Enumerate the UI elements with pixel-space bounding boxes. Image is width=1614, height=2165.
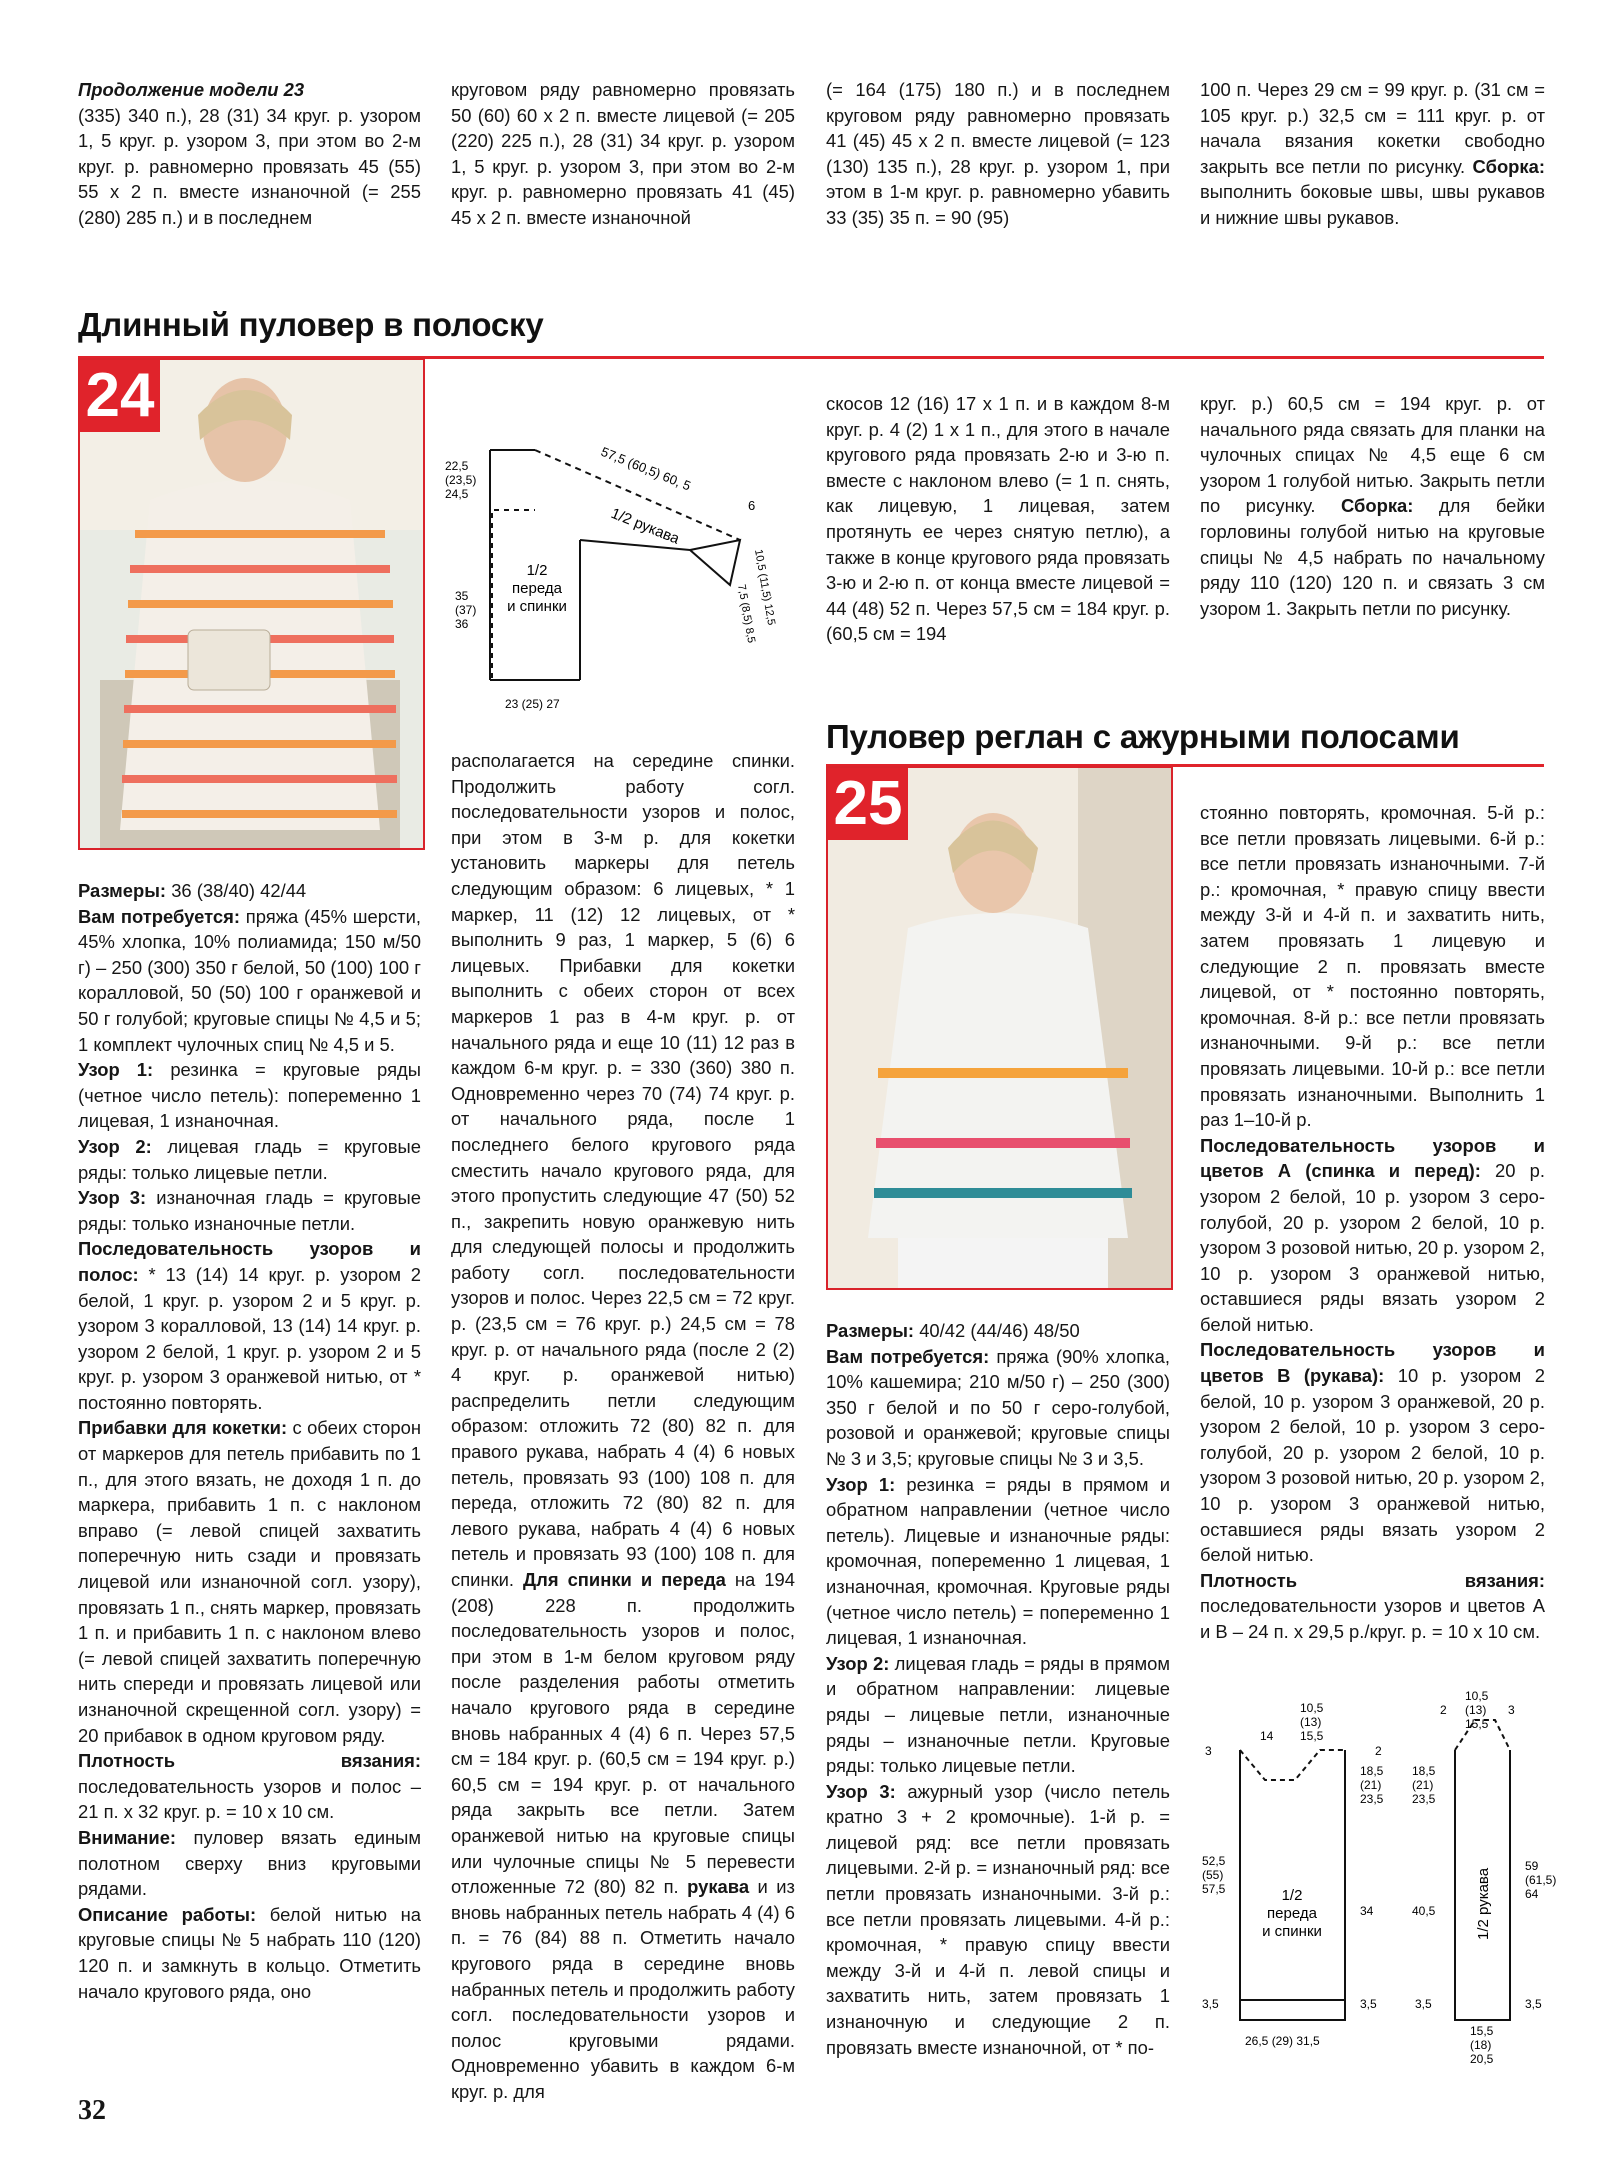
model25-col-2 (1200, 800, 1545, 1645)
m24-item-1 (78, 904, 421, 1058)
m24-col3-text: скосов 12 (16) 17 х 1 п. и в каждом 8-м круг. р. 4 (2) 1 х 1 п., для этого в начале кругового ряда провязать 2-ю и 3-ю п. вместе с наклоном влево (= 1 п. снять, как лицевую, 1 лицевая, затем протянуть ее через снятую петлю), а также в конце кругового ряда провязать 3-ю и 2-ю п. от конца вместе лицевой = 44 (48) 52 п. Через 57,5 см = 184 круг. р. (60,5 см = 194 (826, 393, 1170, 645)
model24-photo (78, 358, 425, 850)
m25-s-405: 40,5 (1412, 1904, 1436, 1918)
m24-label-pattern1: Узор 1: (78, 1059, 154, 1081)
m24-label-pattern2: Узор 2: (78, 1135, 152, 1157)
m24-label-sizes: Размеры: (78, 880, 167, 901)
m25-d-34: 34 (1360, 1904, 1374, 1918)
m24-col2-text3: и из вновь набранных петель набрать 4 (4) 6 п. = 76 (84) 88 п. Отметить начало кругового ряда в середине вновь набранных петель и продолжить работу согл. последовательности узоров и полос круговыми рядами. Одновременно убавить в каждом 6-м круг. р. для (451, 1876, 795, 2102)
m24-col4-assembly-label: Сборка: (1340, 495, 1414, 517)
m25-label-sizes: Размеры: (826, 1320, 915, 1341)
m25-col2-text1: стоянно повторять, кромочная. 5-й р.: все петли провязать лицевыми. 6-й р.: все петли провязать изнаночными. 7-й р.: кромочная, * правую спицу ввести между 3-й и 4-й п. и захватить нить, затем провязать 1 лицевую и следующие 2 п. провязать вместе лицевой, от * постоянно повторять, кромочная. 8-й р.: все петли провязать изнаночными. 9-й р.: все петли провязать лицевыми. 10-й р.: все петли провязать изнаночными. Выполнить 1 раз 1–10-й р. (1200, 802, 1545, 1131)
model24-col-3 (826, 391, 1170, 647)
m25-item-0 (826, 1318, 1170, 1344)
m24-label-gauge: Плотность вязания: (78, 1750, 421, 1772)
m25-text-pattern1: резинка = ряды в прямом и обратном направлении (четное число петель). Лицевые и изнаночные ряды: кромочная, попеременно 1 лицевая, 1 изнаночная, кромочная. Круговые ряды (четное число петель) = попеременно 1 лицевая, 1 изнаночная. (826, 1473, 1170, 1649)
m24-text-gauge: последовательность узоров и полос – 21 п. х 32 круг. р. = 10 х 10 см. (78, 1775, 421, 1823)
m25-text-seq-a: 20 р. узором 2 белой, 10 р. узором 3 серо-голубой, 20 р. узором 2 белой, 10 р. узором 3 розовой нитью, 20 р. узором 2, 10 р. узором 3 оранжевой нитью, оставшиеся ряды вязать узором 2 белой нитью. (1200, 1160, 1545, 1335)
m24-item-2 (78, 1057, 421, 1134)
m24-text-description: белой нитью на круговые спицы № 5 набрать 110 (120) 120 п. и замкнуть в кольцо. Отметить начало кругового ряда, оно (78, 1903, 421, 2002)
m25-text-sizes: 40/42 (44/46) 48/50 (919, 1320, 1080, 1341)
m24-dim-left-top: 22,5 (23,5) 24,5 (445, 459, 477, 501)
m25-body-label: 1/2 переда и спинки (1262, 1887, 1322, 1940)
m24-sleeve-label: 1/2 рукава (608, 504, 682, 548)
m25-d-35a: 3,5 (1202, 1997, 1219, 2011)
model24-col-1 (78, 878, 421, 2004)
m24-label-pattern3: Узор 3: (78, 1187, 147, 1209)
m24-text-materials: пряжа (45% шерсти, 45% хлопка, 10% полиамида; 150 м/50 г) – 250 (300) 350 г белой, 50 (100) 100 г коралловой, 50 (50) 100 г оранжевой и 50 г голубой; круговые спицы № 4,5 и 5; 1 комплект чулочных спиц № 4,5 и 5. (78, 905, 421, 1055)
m24-text-increases: с обеих сторон от маркеров для петель прибавить по 1 п., для этого вязать, не доходя 1 п. до маркера, прибавить 1 п. с наклоном вправо (= левой спицей захватить поперечную нить сзади и провязать лицевой или изнаночной согл. узору), провязать 1 п., снять маркер, провязать 1 п. и прибавить 1 п. с наклоном влево (= левой спицей захватить поперечную нить спереди и провязать лицевой или изнаночной скрещенной согл. узору) = 20 прибавок в одном круговом ряду. (78, 1417, 421, 1746)
m24-text-attention: пуловер вязать единым полотном сверху вниз круговыми рядами. (78, 1826, 421, 1900)
continuation-col3-text: (= 164 (175) 180 п.) и в последнем круговом ряду равномерно провязать 41 (45) 45 х 2 п. вместе лицевой (= 123 (130) 135 п.), 28 круг. р. узором 1, при этом в 1-м круг. р. равномерно убавить 33 (35) 35 п. = 90 (95) (826, 79, 1170, 228)
m25-s-bottom: 15,5 (18) 20,5 (1470, 2024, 1494, 2066)
model24-col-4 (1200, 391, 1545, 621)
m24-item-5 (78, 1236, 421, 1415)
continuation-col-1 (78, 77, 421, 231)
m25-s-top: 10,5 (13) 15,5 (1465, 1690, 1489, 1731)
m25-item-3 (826, 1651, 1170, 1779)
model25-col-1 (826, 1318, 1170, 2060)
m25-text-seq-b: 10 р. узором 2 белой, 10 р. узором 3 оранжевой, 20 р. узором 2 белой, 10 р. узором 3 серо-голубой, 20 р. узором 2 белой, 10 р. узором 3 розовой нитью, 20 р. узором 2, 10 р. узором 3 оранжевой нитью, оставшиеся ряды вязать узором 2 белой нитью. (1200, 1365, 1545, 1566)
m24-dim-sleeve-top: 7,5 (8,5) 8,5 (735, 583, 758, 644)
model25-photo-image (828, 768, 1171, 1288)
m25-d-3: 3 (1205, 1744, 1212, 1758)
m25-s-35b: 3,5 (1525, 1997, 1542, 2011)
m25-sleeve-label: 1/2 рукава (1475, 1867, 1492, 1940)
m25-label-pattern3: Узор 3: (826, 1780, 896, 1802)
m24-label-materials: Вам потребуется: (78, 905, 240, 927)
m25-label-seq-b: Последовательность узоров и цветов В (рукава): (1200, 1339, 1545, 1387)
m24-col4-text: круг. р.) 60,5 см = 194 круг. р. от начального ряда связать для планки на чулочных спицах № 4,5 еще 6 см узором 1 голубой нитью. Закрыть петли по рисунку. (1200, 393, 1545, 517)
continuation-col-3 (826, 77, 1170, 231)
page-number: 32 (78, 2095, 106, 2126)
m25-d-neck: 10,5 (13) 15,5 (1300, 1701, 1324, 1743)
m25-item-4 (826, 1779, 1170, 2061)
m25-label-pattern1: Узор 1: (826, 1473, 896, 1495)
continuation-col-4 (1200, 77, 1545, 231)
m24-col2-bold-back-front: Для спинки и переда (523, 1569, 726, 1590)
continuation-col4-text: 100 п. Через 29 см = 99 круг. р. (31 см = 105 круг. р.) 32,5 см = 111 круг. р. от начала вязания кокетки свободно закрыть все петли по рисунку. (1200, 79, 1545, 177)
m24-item-6 (78, 1415, 421, 1748)
m25-s-35a: 3,5 (1415, 1997, 1432, 2011)
m25-label-seq-a: Последовательность узоров и цветов А (спинка и перед): (1200, 1134, 1545, 1182)
m24-dim-left-bottom: 35 (37) 36 (455, 589, 477, 631)
m24-col2-bold-sleeve: рукава (687, 1876, 750, 1898)
m25-d-bottom: 26,5 (29) 31,5 (1245, 2034, 1320, 2048)
m24-label-increases: Прибавки для кокетки: (78, 1417, 288, 1439)
m25-d-14: 14 (1260, 1729, 1274, 1743)
m25-s-raglan: 18,5 (21) 23,5 (1412, 1764, 1436, 1806)
m24-label-description: Описание работы: (78, 1903, 257, 1925)
m25-item-1 (826, 1344, 1170, 1472)
m25-s-len: 59 (61,5) 64 (1525, 1859, 1557, 1901)
continuation-col4-text2: выполнить боковые швы, швы рукавов и нижние швы рукавов. (1200, 181, 1545, 228)
model25-title: Пуловер реглан с ажурными полосами (826, 718, 1460, 755)
m24-text-pattern3: изнаночная гладь = круговые ряды: только изнаночные петли. (78, 1187, 421, 1234)
continuation-col2-text: круговом ряду равномерно провязать 50 (60) 60 х 2 п. вместе лицевой (= 205 (220) 225 п.), 28 (31) 34 круг. р. узором 1, 5 круг. р. узором 3, при этом во 2-м круг. р. равномерно провязать 41 (45) 45 х 2 п. вместе изнаночной (451, 79, 795, 228)
continuation-label: Продолжение модели 23 (78, 79, 305, 100)
m25-item-2 (826, 1472, 1170, 1651)
m25-text-materials: пряжа (90% хлопка, 10% кашемира; 210 м/50 г) – 250 (300) 350 г белой и по 50 г серо-голубой, розовой и оранжевой; круговые спицы № 3 и 3,5; круговые спицы № 3 и 3,5. (826, 1345, 1170, 1469)
m25-gauge (1200, 1568, 1545, 1645)
m24-col2-text: располагается на середине спинки. Продолжить работу согл. последовательности узоров и полос, при этом в 3-м р. для кокетки установить маркеры для петель следующим образом: 6 лицевых, * 1 маркер, 11 (12) 12 лицевых, от * выполнить 9 раз, 1 маркер, 5 (6) 6 лицевых. Прибавки для кокетки выполнить с обеих сторон от всех маркеров 1 раз в 4-м круг. р. от начального ряда и еще 10 (11) 12 раз в каждом 6-м круг. р. = 330 (360) 380 п. Одновременно через 70 (74) 74 круг. р. от начального ряда, после 1 последнего белого кругового ряда сместить начало кругового ряда, для этого пропустить следующие 47 (50) 52 п., закрепить новую оранжевую нить для следующей полосы и продолжить работу согл. последовательности узоров и полос. Через 22,5 см = 72 круг. р. (23,5 см = 76 круг. р.) 24,5 см = 78 круг. р. от начального ряда (после 2 (2) 4 круг. р. оранжевой нитью) распределить петли следующим образом: отложить 72 (80) 82 п. для правого рукава, набрать 4 (4) 6 новых петель, провязать 93 (100) 108 п. для переда, отложить 72 (80) 82 п. для левого рукава, набрать 4 (4) 6 новых петель и провязать 93 (100) 108 п. для спинки. (451, 750, 795, 1590)
m24-body-label: 1/2 переда и спинки (507, 562, 567, 615)
model24-col-2 (451, 748, 795, 2104)
m24-item-8 (78, 1825, 421, 1902)
m25-text-gauge: последовательности узоров и цветов А и В – 24 п. х 29,5 р./круг. р. = 10 х 10 см. (1200, 1595, 1545, 1642)
m25-s-3: 3 (1508, 1703, 1515, 1717)
m24-col2-text2: на 194 (208) 228 п. продолжить последовательность узоров и полос, при этом в 1-м белом круговом ряду после разделения работы отметить начало кругового ряда в середине вновь набранных 4 (4) 6 п. Через 57,5 см = 184 круг. р. (60,5 см = 194 круг. р.) 60,5 см = 194 круг. р. от начального ряда закрыть все петли. Затем оранжевой нитью на круговые спицы или чулочные спицы № 5 перевести отложенные 72 (80) 82 п. (451, 1569, 795, 1898)
m24-dim-sleeve-length: 57,5 (60,5) 60, 5 (598, 443, 693, 494)
m24-text-sizes: 36 (38/40) 42/44 (171, 880, 307, 901)
model25-number-badge: 25 (828, 768, 908, 840)
m25-text-pattern2: лицевая гладь = ряды в прямом и обратном направлении: лицевые ряды – лицевые петли, изнаночные ряды – изнаночные петли. Круговые ряды: только лицевые петли. (826, 1652, 1170, 1777)
m24-text-pattern2: лицевая гладь = круговые ряды: только лицевые петли. (78, 1135, 421, 1183)
m25-text-pattern3: ажурный узор (число петель кратно 3 + 2 кромочные). 1-й р. = лицевой ряд: все петли провязать лицевыми. 2-й р. = изнаночный ряд: все петли провязать изнаночными. 3-й р.: все петли провязать лицевыми. 4-й р.: кромочная, * правую спицу ввести между 3-й и 4-й п. левой спицы и захватить нить, затем провязать 1 изнаночную и следующие 2 п. провязать вместе изнаночной, от * по- (826, 1780, 1170, 2058)
m25-s-2: 2 (1440, 1703, 1447, 1717)
m25-label-gauge: Плотность вязания: (1200, 1569, 1545, 1591)
m25-d-raglan: 18,5 (21) 23,5 (1360, 1764, 1384, 1806)
m24-dim-sleeve-end: 10,5 (11,5) 12,5 (752, 548, 778, 627)
continuation-col1-text: (335) 340 п.), 28 (31) 34 круг. р. узором 1, 5 круг. р. узором 3, при этом во 2-м круг. р. равномерно провязать 45 (55) 55 х 2 п. вместе изнаночной (= 255 (280) 285 п.) и в последнем (78, 104, 421, 228)
m25-d-left: 52,5 (55) 57,5 (1202, 1854, 1226, 1896)
m24-text-pattern1: резинка = круговые ряды (четное число петель): попеременно 1 лицевая, 1 изнаночная. (78, 1059, 421, 1132)
m24-dim-bottom: 23 (25) 27 (505, 697, 560, 711)
m24-label-sequence: Последовательность узоров и полос: (78, 1238, 421, 1285)
m24-item-7 (78, 1748, 421, 1825)
model24-photo-image (80, 360, 423, 848)
m24-text-sequence: * 13 (14) 14 круг. р. узором 2 белой, 1 круг. р. узором 2 и 5 круг. р. узором 3 коралловой, 13 (14) 14 круг. р. узором 2 белой, 1 круг. р. узором 2 и 5 круг. р. узором 3 оранжевой нитью, от * постоянно повторять. (78, 1263, 421, 1413)
m24-item-0 (78, 878, 421, 904)
m24-item-9 (78, 1902, 421, 2004)
assembly-label: Сборка: (1472, 155, 1545, 177)
m24-dim-cuff: 6 (748, 498, 756, 513)
continuation-col-2 (451, 77, 795, 231)
model24-schematic (440, 380, 820, 720)
m25-seq-a (1200, 1133, 1545, 1338)
model24-number-badge: 24 (80, 360, 160, 432)
m25-label-pattern2: Узор 2: (826, 1652, 890, 1674)
m24-item-4 (78, 1185, 421, 1236)
model25-schematic (1200, 1690, 1570, 2070)
model24-title: Длинный пуловер в полоску (78, 306, 544, 343)
m24-item-3 (78, 1134, 421, 1185)
m25-seq-b (1200, 1337, 1545, 1567)
m25-d-35b: 3,5 (1360, 1997, 1377, 2011)
m25-label-materials: Вам потребуется: (826, 1345, 990, 1367)
m24-col4-text2: для бейки горловины голубой нитью на круговые спицы № 4,5 набрать по начальному ряду 110 (120) 120 п. и связать 3 см узором 1. Закрыть петли по рисунку. (1200, 495, 1545, 619)
model25-photo (826, 766, 1173, 1290)
m25-d-2: 2 (1375, 1744, 1382, 1758)
m24-label-attention: Внимание: (78, 1826, 177, 1848)
